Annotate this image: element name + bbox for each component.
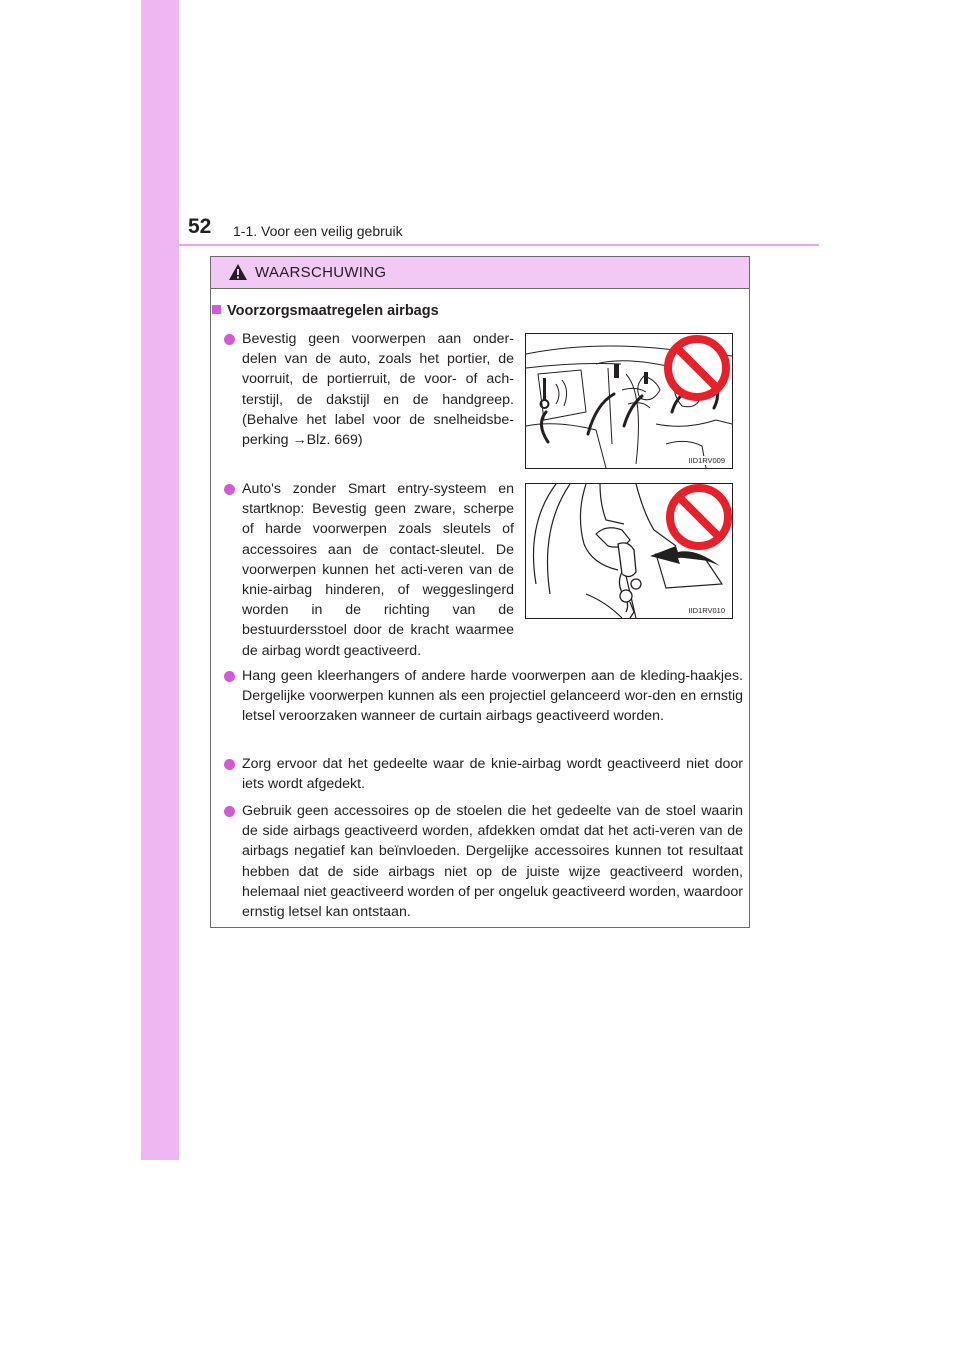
bullet-dot-icon [224,334,235,345]
figure-ignition-key [525,483,733,619]
page-number: 52 [188,215,212,238]
bullet-dot-icon [224,759,235,770]
warning-subheading-text: Voorzorgsmaatregelen airbags [227,303,439,319]
warning-header [211,257,749,289]
bullet-item [242,666,743,727]
steering-key-illustration [526,484,732,618]
warning-label: WAARSCHUWING [255,264,387,281]
bullet-text: Zorg ervoor dat het gedeelte waar de knie-airbag wordt geactiveerd niet door iets wordt afgedekt. [242,756,743,793]
bullet-dot-icon [224,806,235,817]
bullet-item [242,329,514,450]
bullet-text: Auto's zonder Smart entry-systeem en startknop: Bevestig geen zware, scherpe of harde voorwerpen zoals sleutels of accessoires aan de contact-sleutel. De voorwerpen kunnen het acti-veren van de knie-airbag hinderen, of weggeslingerd worden in de richting van de bestuurdersstoel door de kracht waarmee de airbag wordt geactiveerd. [242,481,514,659]
bullet-item [242,754,743,794]
prohibited-icon [668,339,726,397]
figure-code: IID1RV010 [688,606,725,615]
figure-code: IID1RV009 [688,456,725,465]
warning-box [210,256,750,928]
bullet-text: Bevestig geen voorwerpen aan onder-delen van de auto, zoals het portier, de voorruit, de portierruit, de voor- of ach-terstijl, de dakstijl en de handgreep. (Behalve het label voor de snelheidsbe-perking →Blz. 669) [242,331,514,449]
car-interior-illustration [526,334,732,468]
bullet-item [242,801,743,922]
bullet-text: Hang geen kleerhangers of andere harde voorwerpen aan de kleding-haakjes. Dergelijke voorwerpen kunnen als een projectiel gelanceerd wor-den en ernstig letsel veroorzaken wanneer de curtain airbags geactiveerd worden. [242,668,743,725]
bullet-text: Gebruik geen accessoires op de stoelen die het gedeelte van de stoel waarin de side airbags geactiveerd worden, afdekken omdat dat het acti-veren van de airbags negatief kan beïnvloeden. Dergelijke accessoires kunnen tot resultaat hebben dat de side airbags niet op de juiste wijze geactiveerd worden, helemaal niet geactiveerd worden of per ongeluk geactiveerd worden, waardoor ernstig letsel kan ontstaan. [242,803,743,921]
figure-interior-pillars [525,333,733,469]
bullet-item [242,479,514,661]
bullet-dot-icon [224,671,235,682]
warning-triangle-icon [228,263,248,281]
square-bullet-icon [212,305,221,314]
header-divider [179,244,819,246]
bullet-dot-icon [224,484,235,495]
chapter-side-tab [141,0,179,1160]
prohibited-icon [670,488,728,546]
warning-subheading [212,303,439,319]
section-title: 1-1. Voor een veilig gebruik [233,223,403,239]
